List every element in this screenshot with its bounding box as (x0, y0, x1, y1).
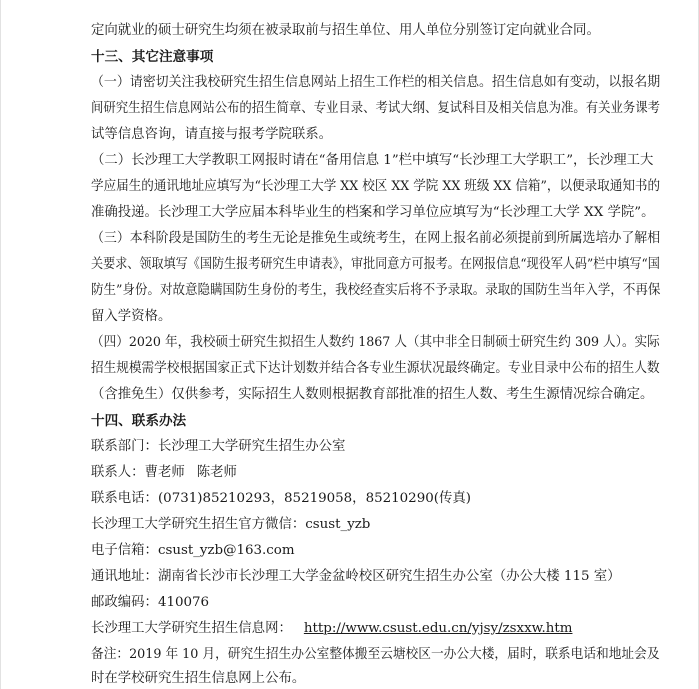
para-4-line-3: （含推免生）仅供参考，实际招生人数则根据教育部批准的招生人数、考生生源情况综合确定。 (91, 387, 654, 402)
contact-department: 联系部门：长沙理工大学研究生招生办公室 (91, 439, 346, 454)
note-line-2: 时在学校研究生招生信息网上公布。 (91, 671, 306, 686)
contact-label: 联系人： (91, 465, 145, 480)
section-13-heading: 十三、其它注意事项 (91, 49, 214, 65)
contact-person-1: 曹老师 (144, 465, 185, 480)
note-line-1: 备注：2019 年 10 月，研究生招生办公室整体搬至云塘校区一办公大楼，届时，联系电话和地址会及 (91, 647, 660, 662)
contact-persons (91, 463, 237, 483)
contact-address: 通讯地址：湖南省长沙市长沙理工大学金盆岭校区研究生招生办公室（办公大楼 115 室） (91, 569, 621, 584)
para-2-line-1: （二）长沙理工大学教职工网报时请在“备用信息 1”栏中填写“长沙理工大学职工”，长沙理工大 (91, 153, 654, 168)
para-4-line-2: 招生规模需学校根据国家正式下达计划数并结合各专业生源状况最终确定。专业目录中公布的招生人数 (91, 361, 660, 376)
website-link[interactable]: http://www.csust.edu.cn/yjsy/zsxxw.htm (303, 621, 573, 636)
para-2-line-3: 准确投递。长沙理工大学应届本科毕业生的档案和学习单位应填写为“长沙理工大学 XX 学院”。 (91, 205, 655, 220)
text-line-top: 定向就业的硕士研究生均须在被录取前与招生单位、用人单位分别签订定向就业合同。 (91, 23, 600, 38)
contact-wechat: 长沙理工大学研究生招生官方微信：csust_yzb (91, 517, 371, 532)
para-4-line-1: （四）2020 年，我校硕士研究生拟招生人数约 1867 人（其中非全日制硕士研究生约 309 人）。实际 (91, 335, 660, 350)
contact-person-2: 陈老师 (196, 465, 237, 480)
website-label: 长沙理工大学研究生招生信息网： (91, 621, 292, 636)
contact-email: 电子信箱：csust_yzb@163.com (91, 543, 295, 558)
para-2-line-2: 学应届生的通讯地址应填写为“长沙理工大学 XX 校区 XX 学院 XX 班级 XX 信箱”，以便录取通知书的 (91, 179, 661, 194)
contact-postcode: 邮政编码：410076 (91, 595, 210, 610)
contact-website (91, 619, 572, 639)
para-3-line-3: 防生”身份。对故意隐瞒国防生身份的考生，我校经查实后将不予录取。录取的国防生当年入学，不再保 (91, 283, 661, 298)
section-14-heading: 十四、联系办法 (91, 413, 187, 429)
para-1-line-1: （一）请密切关注我校研究生招生信息网站上招生工作栏的相关信息。招生信息如有变动，以报名期 (91, 75, 661, 90)
para-3-line-1: （三）本科阶段是国防生的考生无论是推免生或统考生，在网上报名前必须提前到所属选培办了解相 (91, 231, 661, 246)
para-1-line-2: 间研究生招生信息网站公布的招生简章、专业目录、考试大纲、复试科目及相关信息为准。有关业务课考 (91, 101, 660, 116)
para-1-line-3: 试等信息咨询，请直接与报考学院联系。 (91, 127, 333, 142)
para-3-line-2: 关要求、领取填写《国防生报考研究生申请表》，审批同意方可报考。在网报信息“现役军人码”栏中填写“国 (91, 257, 660, 272)
contact-phone: 联系电话：(0731)85210293，85219058，85210290(传真) (91, 491, 471, 506)
para-3-line-4: 留入学资格。 (91, 309, 172, 324)
